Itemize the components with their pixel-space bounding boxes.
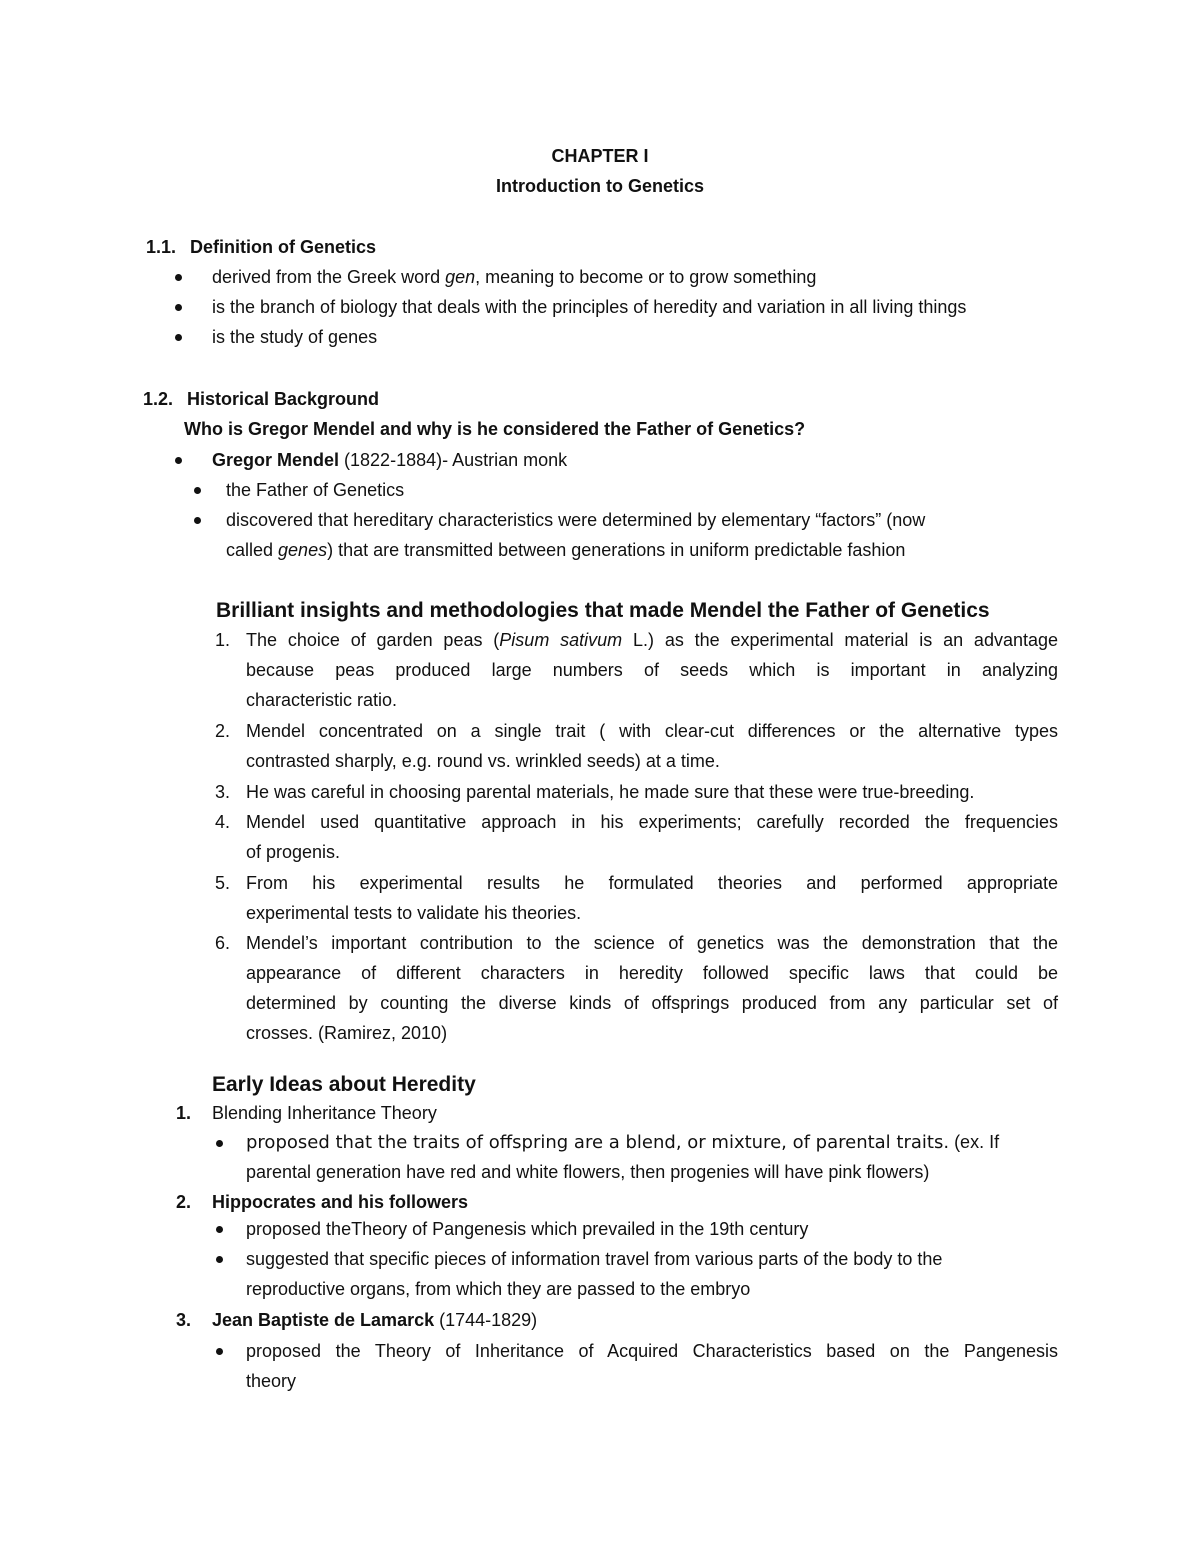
bullet-icon xyxy=(175,304,182,311)
list-item-text: Mendel used quantitative approach in his experiments; carefully recorded the frequencies xyxy=(246,812,1058,832)
list-item-text: of progenis. xyxy=(246,842,341,862)
list-number: 4. xyxy=(215,812,231,832)
theory-title: Hippocrates and his followers xyxy=(212,1192,469,1212)
list-number: 1. xyxy=(176,1103,192,1123)
section-heading: Definition of Genetics xyxy=(190,237,377,257)
bullet-icon xyxy=(175,334,182,341)
list-item-text: characteristic ratio. xyxy=(246,690,398,710)
theory-point: suggested that specific pieces of information travel from various parts of the body to the xyxy=(246,1249,943,1269)
list-item-text: appearance of different characters in heredity followed specific laws that could be xyxy=(246,963,1058,983)
theory-point-continued: theory xyxy=(246,1371,297,1391)
list-item-text: determined by counting the diverse kinds of offsprings produced from any particular set of xyxy=(246,993,1058,1013)
mendel-subpoint: the Father of Genetics xyxy=(226,480,405,500)
section-question: Who is Gregor Mendel and why is he considered the Father of Genetics? xyxy=(184,419,806,439)
list-item-text: Mendel concentrated on a single trait ( with clear-cut differences or the alternative types xyxy=(246,721,1058,741)
list-number: 2. xyxy=(176,1192,192,1212)
theory-point: proposed theTheory of Pangenesis which prevailed in the 19th century xyxy=(246,1219,809,1239)
list-item-text: because peas produced large numbers of seeds which is important in analyzing xyxy=(246,660,1058,680)
list-number: 3. xyxy=(176,1310,192,1330)
insights-heading: Brilliant insights and methodologies that made Mendel the Father of Genetics xyxy=(216,599,990,622)
list-number: 1. xyxy=(215,630,231,650)
list-item-text: From his experimental results he formulated theories and performed appropriate xyxy=(246,873,1058,893)
theory-title: Jean Baptiste de Lamarck (1744-1829) xyxy=(212,1310,538,1330)
bullet-icon xyxy=(175,274,182,281)
list-item-text: The choice of garden peas (Pisum sativum L.) as the experimental material is an advantage xyxy=(246,630,1059,650)
section-number: 1.1. xyxy=(146,237,177,257)
mendel-line: Gregor Mendel (1822-1884)- Austrian monk xyxy=(212,450,568,470)
bullet-icon xyxy=(194,487,201,494)
bullet-icon xyxy=(216,1348,223,1355)
mendel-subpoint-continued: called genes) that are transmitted between generations in uniform predictable fashion xyxy=(226,540,906,560)
section-heading: Historical Background xyxy=(187,389,380,409)
bullet-icon xyxy=(216,1140,223,1147)
early-ideas-heading: Early Ideas about Heredity xyxy=(212,1073,476,1096)
list-item-text: contrasted sharply, e.g. round vs. wrinkled seeds) at a time. xyxy=(246,751,720,771)
list-item-text: Mendel’s important contribution to the science of genetics was the demonstration that the xyxy=(246,933,1058,953)
chapter-title: Introduction to Genetics xyxy=(495,176,704,196)
theory-point: proposed that the traits of offspring are a blend, or mixture, of parental traits. (ex. If xyxy=(246,1132,1000,1153)
bullet-icon xyxy=(216,1256,223,1263)
definition-line: derived from the Greek word gen, meaning to become or to grow something xyxy=(212,267,817,287)
bullet-icon xyxy=(194,517,201,524)
definition-line: is the branch of biology that deals with the principles of heredity and variation in all living things xyxy=(212,297,967,317)
theory-title: Blending Inheritance Theory xyxy=(212,1103,437,1123)
bullet-icon xyxy=(216,1226,223,1233)
theory-point-continued: reproductive organs, from which they are passed to the embryo xyxy=(246,1279,751,1299)
list-item-text: He was careful in choosing parental materials, he made sure that these were true-breeding. xyxy=(246,782,975,802)
theory-point: proposed the Theory of Inheritance of Acquired Characteristics based on the Pangenesis xyxy=(246,1341,1058,1361)
definition-line: is the study of genes xyxy=(212,327,378,347)
bullet-icon xyxy=(175,457,182,464)
list-item-text: crosses. (Ramirez, 2010) xyxy=(246,1023,448,1043)
theory-point-continued: parental generation have red and white flowers, then progenies will have pink flowers) xyxy=(246,1162,930,1182)
list-number: 5. xyxy=(215,873,231,893)
list-number: 2. xyxy=(215,721,231,741)
list-number: 3. xyxy=(215,782,231,802)
list-item-text: experimental tests to validate his theories. xyxy=(246,903,582,923)
list-number: 6. xyxy=(215,933,231,953)
chapter-label: CHAPTER I xyxy=(551,146,649,166)
section-number: 1.2. xyxy=(143,389,174,409)
mendel-subpoint: discovered that hereditary characteristics were determined by elementary “factors” (now xyxy=(226,510,926,530)
